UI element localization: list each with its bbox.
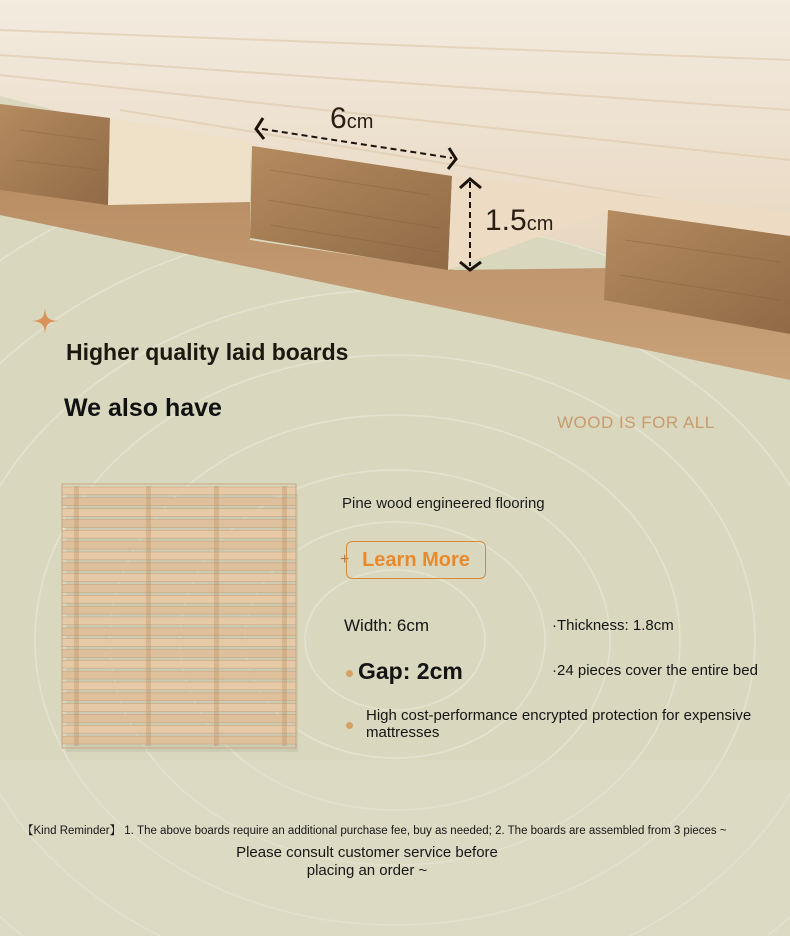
thickness-dimension-label — [485, 204, 553, 238]
slat-board — [62, 639, 296, 647]
spec-gap: Gap: 2cm — [358, 658, 463, 684]
slat-board — [62, 585, 296, 593]
slat-board — [62, 563, 296, 571]
spec-width: Width: 6cm — [344, 616, 430, 635]
slat-strap — [214, 486, 219, 746]
slat-board — [62, 552, 296, 560]
spec-pieces: ·24 pieces cover the entire bed — [552, 662, 758, 679]
slat-board — [62, 530, 296, 538]
sparkle-icon — [30, 306, 60, 336]
slat-board — [62, 725, 296, 733]
slat-board — [62, 628, 296, 636]
slat-board — [62, 617, 296, 625]
consult-notice: Please consult customer service before placing an order ~ — [236, 844, 498, 879]
slat-board — [62, 660, 296, 668]
slat-board — [62, 520, 296, 528]
plus-icon: + — [340, 551, 350, 568]
slat-board — [62, 715, 296, 723]
slat-board — [62, 487, 296, 495]
section-title: We also have — [64, 394, 222, 422]
slat-bed-base-image — [58, 482, 300, 752]
product-name: Pine wood engineered flooring — [342, 495, 545, 512]
width-dimension-unit: cm — [346, 111, 374, 133]
thickness-dimension-value: 1.5 — [485, 204, 527, 237]
slat-board — [62, 595, 296, 603]
kind-reminder: 【Kind Reminder】 1. The above boards require an additional purchase fee, buy as needed; 2. The boards are assembled from 3 pieces ~ — [22, 825, 727, 837]
slat-board — [62, 693, 296, 701]
slat-board — [62, 498, 296, 506]
slat-board — [62, 541, 296, 549]
slat-strap — [282, 486, 287, 746]
spec-thickness: ·Thickness: 1.8cm — [552, 617, 674, 634]
slat-strap — [74, 486, 79, 746]
slat-board — [62, 509, 296, 517]
slat-strap — [146, 486, 151, 746]
slat-board — [62, 682, 296, 690]
learn-more-button[interactable]: Learn More — [346, 541, 486, 579]
slat-board — [62, 606, 296, 614]
slat-board — [62, 736, 296, 744]
brand-motto: WOOD IS FOR ALL — [557, 413, 715, 432]
thickness-dimension-unit: cm — [526, 213, 554, 235]
slat-board — [62, 671, 296, 679]
slat-board — [62, 704, 296, 712]
slat-board — [62, 574, 296, 582]
bullet-dot-icon — [346, 722, 353, 729]
slat-board — [62, 650, 296, 658]
bullet-dot-icon — [346, 670, 353, 677]
width-dimension-label — [330, 102, 373, 136]
headline: Higher quality laid boards — [66, 339, 349, 365]
width-dimension-value: 6 — [330, 102, 347, 135]
spec-protection: High cost-performance encrypted protection for expensive mattresses — [366, 707, 752, 741]
